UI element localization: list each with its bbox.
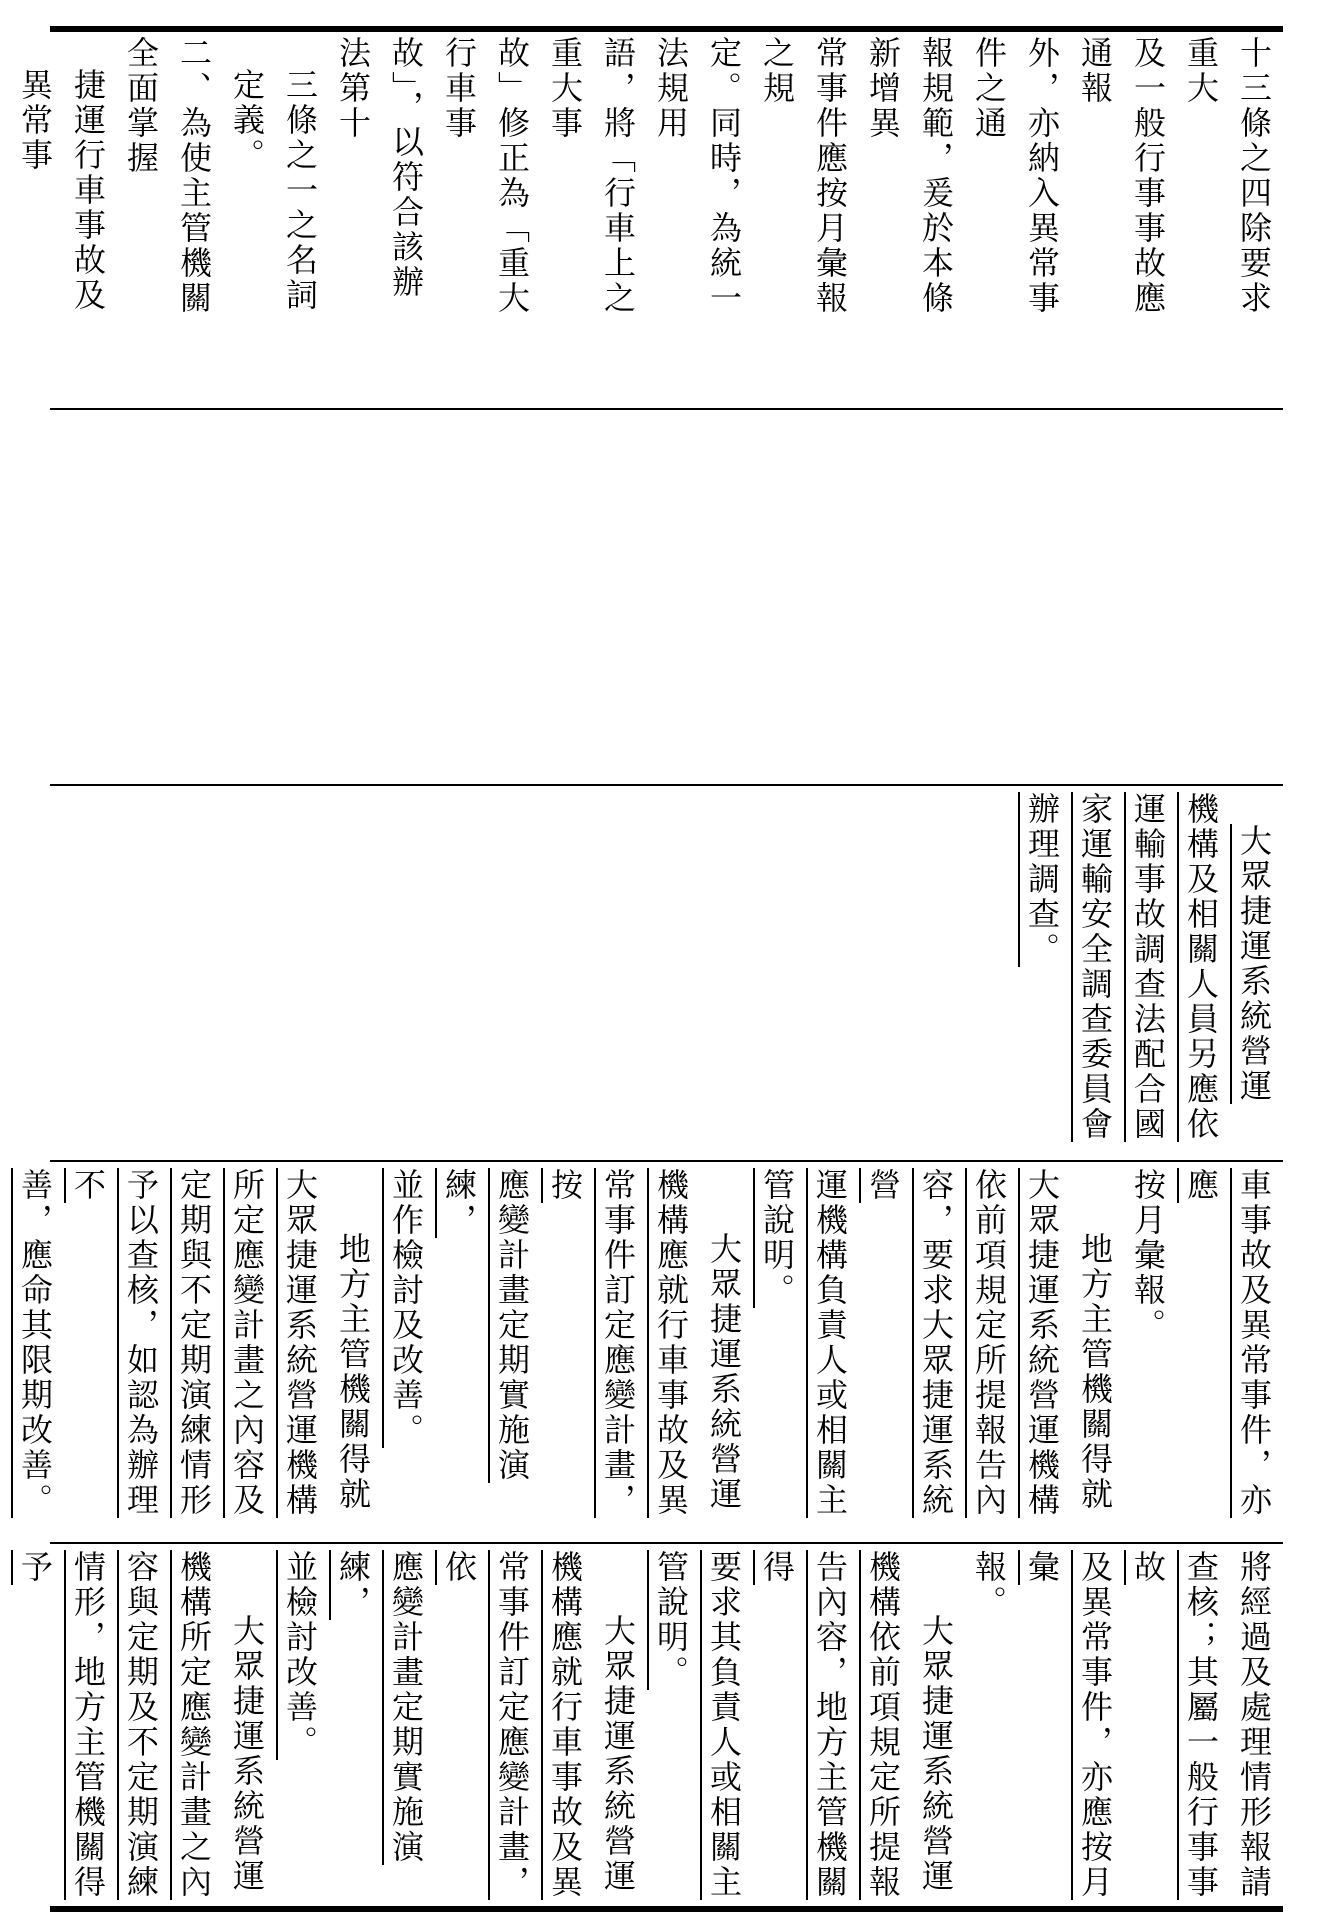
text-line [0, 1168, 8, 1538]
text-line: 常事件訂定應變計畫，依 [440, 1550, 531, 1900]
text-line: 並檢討改善。 [281, 1550, 319, 1760]
text-line: 三條之一之名詞定義。 [228, 68, 319, 313]
text-line: 管說明。 [652, 1550, 690, 1690]
text-line: 並作檢討及改善。 [387, 1168, 425, 1448]
text-line: 定期與不定期演練情形 [175, 1168, 213, 1518]
section-divider [50, 784, 1283, 786]
text-line: 要求其負責人或相關主 [705, 1550, 743, 1900]
amended-clause-column [56, 792, 1280, 1162]
text-line: 機構應就行車事故及異 [546, 1550, 584, 1900]
text-line [1227, 792, 1280, 1162]
text-line: 大眾捷運系統營運 [599, 1614, 637, 1894]
text-line: 報。 [970, 1550, 1008, 1620]
amended-text: 機構及相關人員另應依 [1182, 792, 1220, 1142]
text-line: 容，要求大眾捷運系統營 [864, 1168, 955, 1518]
text-line [1121, 792, 1174, 1162]
text-line: 管說明。 [758, 1168, 796, 1308]
text-line: 十三條之四除要求重大 [1182, 36, 1273, 316]
amended-text: 運輸事故調查法配合國 [1129, 792, 1167, 1142]
text-line: 語，將「行車上之重大事 [546, 36, 637, 316]
section-divider [50, 1542, 1283, 1544]
top-rule [50, 26, 1283, 32]
text-line: 機構依前項規定所提報 [864, 1550, 902, 1900]
text-line: 常事件訂定應變計畫，按 [546, 1168, 637, 1518]
text-line: 大眾捷運系統營運 [917, 1614, 955, 1894]
text-line: 大眾捷運系統營運機構 [1023, 1168, 1061, 1518]
text-line: 地方主管機關得就 [334, 1232, 372, 1512]
text-line: 車事故及異常事件，亦應 [1182, 1168, 1273, 1518]
text-line: 及異常事件，亦應按月彙 [1023, 1550, 1114, 1900]
text-line: 應變計畫定期實施演練， [334, 1550, 425, 1865]
current-article-column [16, 1550, 1280, 1906]
amended-text: 家運輸安全調查委員會 [1076, 792, 1114, 1142]
text-line: 善，應命其限期改善。 [16, 1168, 54, 1518]
text-line: 應變計畫定期實施演練， [440, 1168, 531, 1483]
text-line [0, 1550, 8, 1906]
text-line: 故」，以符合該辦法第十 [334, 36, 425, 300]
text-line: 外，亦納入異常事件之通 [970, 36, 1061, 316]
text-line [1015, 792, 1068, 1162]
bottom-rule [50, 1906, 1283, 1912]
section-divider [50, 1160, 1283, 1162]
text-line: 依前項規定所提報告內 [970, 1168, 1008, 1518]
text-line: 查核；其屬一般行事事故 [1129, 1550, 1220, 1900]
text-line: 捷運行車事故及異常事 [16, 68, 107, 313]
text-line: 所定應變計畫之內容及 [228, 1168, 266, 1518]
text-line: 大眾捷運系統營運 [228, 1614, 266, 1894]
text-line: 報規範，爰於本條新增異 [864, 36, 955, 316]
section-divider [50, 408, 1283, 410]
text-line: 二、為使主管機關全面掌握 [122, 36, 213, 316]
text-line: 常事件應按月彙報之規 [758, 36, 849, 316]
text-line: 定。同時，為統一法規用 [652, 36, 743, 316]
text-line: 機構應就行車事故及異 [652, 1168, 690, 1518]
explanation-column [16, 36, 1280, 330]
amended-article-column [16, 1168, 1280, 1538]
text-line: 大眾捷運系統營運機構 [281, 1168, 319, 1518]
blank-section [56, 414, 1280, 784]
text-line: 機構所定應變計畫之內 [175, 1550, 213, 1900]
amended-text: 大眾捷運系統營運 [1235, 824, 1273, 1104]
text-line [0, 36, 8, 330]
text-line: 地方主管機關得就 [1076, 1232, 1114, 1512]
text-line [1068, 792, 1121, 1162]
text-line: 情形，地方主管機關得予 [16, 1550, 107, 1900]
text-line: 大眾捷運系統營運 [705, 1232, 743, 1512]
text-line: 運機構負責人或相關主 [811, 1168, 849, 1518]
text-line: 告內容，地方主管機關得 [758, 1550, 849, 1900]
text-line: 將經過及處理情形報請 [1235, 1550, 1273, 1900]
text-line [1174, 792, 1227, 1162]
text-line: 予以查核，如認為辦理不 [69, 1168, 160, 1518]
text-line: 按月彙報。 [1129, 1168, 1167, 1343]
text-line: 容與定期及不定期演練 [122, 1550, 160, 1900]
text-line: 故」修正為「重大行車事 [440, 36, 531, 316]
amended-text: 辦理調查。 [1023, 792, 1061, 967]
text-line: 及一般行事事故應通報 [1076, 36, 1167, 316]
